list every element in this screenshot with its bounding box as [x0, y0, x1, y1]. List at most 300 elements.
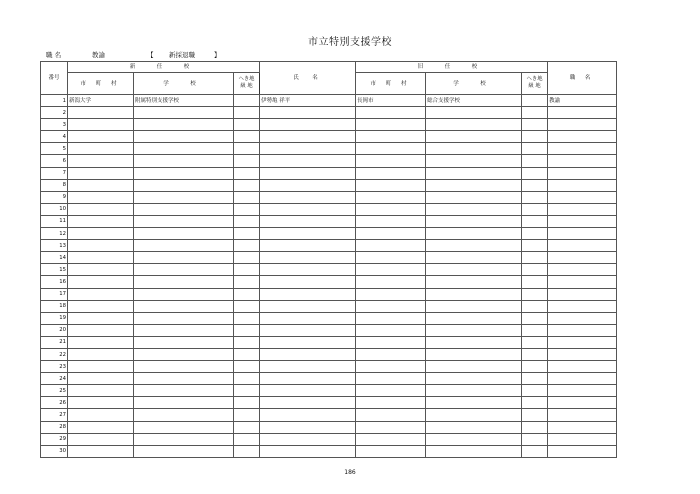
old-city-cell [356, 324, 426, 336]
new-city-cell: 新潟大学 [68, 95, 134, 107]
row-number-cell: 25 [41, 385, 68, 397]
new-city-cell [68, 143, 134, 155]
old-school-cell [426, 276, 522, 288]
old-remote-area-cell [522, 240, 548, 252]
row-number-cell: 30 [41, 445, 68, 457]
table-row [41, 421, 617, 433]
old-city-cell [356, 409, 426, 421]
new-school-cell [134, 312, 234, 324]
old-school-cell [426, 203, 522, 215]
row-number-cell: 13 [41, 240, 68, 252]
name-cell [260, 179, 356, 191]
name-cell [260, 131, 356, 143]
table-row [41, 119, 617, 131]
old-city-cell [356, 179, 426, 191]
header-row-groups [41, 62, 617, 73]
old-school-cell [426, 179, 522, 191]
table-row [41, 409, 617, 421]
job-title-cell [548, 179, 617, 191]
old-city-cell [356, 276, 426, 288]
old-remote-area-cell [522, 336, 548, 348]
new-school-cell [134, 361, 234, 373]
new-school-cell [134, 336, 234, 348]
old-remote-area-cell [522, 397, 548, 409]
name-cell [260, 167, 356, 179]
new-city-cell [68, 361, 134, 373]
new-remote-area-cell [234, 119, 260, 131]
new-school-cell [134, 373, 234, 385]
new-city-cell [68, 179, 134, 191]
row-number-cell: 27 [41, 409, 68, 421]
name-cell [260, 361, 356, 373]
table-row [41, 373, 617, 385]
name-cell [260, 288, 356, 300]
table-row [41, 288, 617, 300]
old-school-cell [426, 252, 522, 264]
row-number-cell: 23 [41, 361, 68, 373]
old-remote-area-cell [522, 203, 548, 215]
new-remote-area-cell [234, 276, 260, 288]
old-city-cell [356, 361, 426, 373]
old-school-cell [426, 119, 522, 131]
old-city-cell [356, 252, 426, 264]
old-city-cell [356, 397, 426, 409]
new-remote-area-cell [234, 421, 260, 433]
row-number-cell: 1 [41, 95, 68, 107]
document-title: 市立特別支援学校 [308, 37, 392, 48]
table-row [41, 312, 617, 324]
new-city-cell [68, 119, 134, 131]
old-city-cell [356, 385, 426, 397]
old-school-cell [426, 433, 522, 445]
job-title-cell [548, 228, 617, 240]
row-number-cell: 29 [41, 433, 68, 445]
old-city-cell [356, 228, 426, 240]
new-school-cell [134, 433, 234, 445]
old-remote-area-cell [522, 312, 548, 324]
row-number-cell: 21 [41, 336, 68, 348]
old-remote-area-cell [522, 433, 548, 445]
transfer-table [40, 61, 617, 458]
old-school-cell [426, 240, 522, 252]
table-row [41, 348, 617, 360]
new-remote-area-cell [234, 95, 260, 107]
new-school-cell [134, 191, 234, 203]
job-title-cell [548, 191, 617, 203]
old-school-cell [426, 167, 522, 179]
table-row [41, 203, 617, 215]
old-remote-area-cell [522, 361, 548, 373]
new-city-cell [68, 288, 134, 300]
new-school-cell [134, 107, 234, 119]
name-cell [260, 324, 356, 336]
row-number-cell: 8 [41, 179, 68, 191]
table-row [41, 385, 617, 397]
old-remote-area-cell [522, 300, 548, 312]
new-city-cell [68, 409, 134, 421]
new-remote-area-cell [234, 445, 260, 457]
name-cell [260, 385, 356, 397]
job-title-cell [548, 252, 617, 264]
job-title-cell [548, 107, 617, 119]
old-school-cell [426, 324, 522, 336]
old-school-cell [426, 215, 522, 227]
new-city-cell [68, 215, 134, 227]
new-city-cell [68, 324, 134, 336]
new-city-cell [68, 252, 134, 264]
job-title-cell [548, 385, 617, 397]
job-title-cell [548, 312, 617, 324]
old-school-cell [426, 312, 522, 324]
new-city-cell [68, 348, 134, 360]
header-new-remote-area: へき地 級 地 [234, 73, 260, 95]
new-school-cell [134, 409, 234, 421]
table-row [41, 191, 617, 203]
bracket-close: 】 [214, 51, 221, 59]
name-cell [260, 252, 356, 264]
header-new-city: 市 町 村 [68, 73, 134, 95]
job-title-cell [548, 373, 617, 385]
table-row [41, 324, 617, 336]
old-city-cell [356, 107, 426, 119]
table-row [41, 264, 617, 276]
header-job-title: 職 名 [548, 62, 617, 95]
new-remote-area-cell [234, 264, 260, 276]
new-school-cell [134, 264, 234, 276]
job-title-cell [548, 409, 617, 421]
new-remote-area-cell [234, 240, 260, 252]
old-city-cell: 長岡市 [356, 95, 426, 107]
old-remote-area-cell [522, 131, 548, 143]
old-city-cell [356, 421, 426, 433]
name-cell [260, 409, 356, 421]
category-label: 新採退職 [169, 51, 195, 59]
new-remote-area-cell [234, 336, 260, 348]
name-cell [260, 433, 356, 445]
new-remote-area-cell [234, 312, 260, 324]
new-city-cell [68, 276, 134, 288]
header-number: 番号 [41, 62, 68, 95]
row-number-cell: 7 [41, 167, 68, 179]
new-remote-area-cell [234, 191, 260, 203]
old-remote-area-cell [522, 107, 548, 119]
job-title-cell [548, 433, 617, 445]
row-number-cell: 20 [41, 324, 68, 336]
new-city-cell [68, 203, 134, 215]
job-title-cell [548, 397, 617, 409]
new-school-cell [134, 445, 234, 457]
new-school-cell [134, 276, 234, 288]
row-number-cell: 22 [41, 348, 68, 360]
new-remote-area-cell [234, 252, 260, 264]
page-number: 186 [344, 469, 356, 476]
job-title-cell [548, 336, 617, 348]
name-cell [260, 445, 356, 457]
old-city-cell [356, 373, 426, 385]
new-school-cell [134, 300, 234, 312]
old-city-cell [356, 143, 426, 155]
table-row [41, 336, 617, 348]
new-school-cell [134, 215, 234, 227]
new-city-cell [68, 155, 134, 167]
name-cell [260, 228, 356, 240]
old-remote-area-cell [522, 373, 548, 385]
new-remote-area-cell [234, 409, 260, 421]
new-remote-area-cell [234, 288, 260, 300]
new-city-cell [68, 397, 134, 409]
old-school-cell [426, 191, 522, 203]
row-number-cell: 4 [41, 131, 68, 143]
table-row [41, 300, 617, 312]
new-remote-area-cell [234, 167, 260, 179]
new-remote-area-cell [234, 300, 260, 312]
job-title-cell [548, 119, 617, 131]
header-old-school: 学 校 [426, 73, 522, 95]
row-number-cell: 26 [41, 397, 68, 409]
old-school-cell [426, 361, 522, 373]
new-remote-area-cell [234, 179, 260, 191]
name-cell [260, 107, 356, 119]
old-city-cell [356, 288, 426, 300]
bracket-open: 【 [147, 51, 154, 59]
job-title-cell [548, 361, 617, 373]
new-school-cell [134, 228, 234, 240]
job-title-cell [548, 215, 617, 227]
new-remote-area-cell [234, 203, 260, 215]
table-row [41, 361, 617, 373]
new-city-cell [68, 433, 134, 445]
name-cell [260, 240, 356, 252]
new-school-cell [134, 143, 234, 155]
new-city-cell [68, 373, 134, 385]
old-remote-area-cell [522, 421, 548, 433]
new-city-cell [68, 445, 134, 457]
row-number-cell: 16 [41, 276, 68, 288]
old-remote-area-cell [522, 95, 548, 107]
old-city-cell [356, 433, 426, 445]
new-remote-area-cell [234, 397, 260, 409]
old-remote-area-cell [522, 264, 548, 276]
name-cell [260, 373, 356, 385]
new-school-cell [134, 421, 234, 433]
row-number-cell: 5 [41, 143, 68, 155]
name-cell [260, 143, 356, 155]
new-remote-area-cell [234, 373, 260, 385]
old-city-cell [356, 264, 426, 276]
new-remote-area-cell [234, 361, 260, 373]
header-old-remote-area: へき地 級 地 [522, 73, 548, 95]
new-school-cell [134, 240, 234, 252]
new-remote-area-cell [234, 155, 260, 167]
new-school-cell [134, 179, 234, 191]
row-number-cell: 10 [41, 203, 68, 215]
row-number-cell: 9 [41, 191, 68, 203]
old-city-cell [356, 191, 426, 203]
new-school-cell [134, 167, 234, 179]
row-number-cell: 15 [41, 264, 68, 276]
job-title-cell [548, 155, 617, 167]
name-cell [260, 397, 356, 409]
table-row [41, 276, 617, 288]
new-city-cell [68, 107, 134, 119]
new-city-cell [68, 300, 134, 312]
new-school-cell [134, 131, 234, 143]
new-remote-area-cell [234, 107, 260, 119]
new-remote-area-cell [234, 348, 260, 360]
name-cell [260, 264, 356, 276]
old-school-cell [426, 107, 522, 119]
table-row [41, 107, 617, 119]
job-title-cell [548, 324, 617, 336]
row-number-cell: 3 [41, 119, 68, 131]
old-school-cell [426, 228, 522, 240]
old-remote-area-cell [522, 215, 548, 227]
table-row [41, 397, 617, 409]
name-cell [260, 312, 356, 324]
new-school-cell [134, 324, 234, 336]
old-city-cell [356, 155, 426, 167]
row-number-cell: 2 [41, 107, 68, 119]
old-school-cell [426, 143, 522, 155]
name-cell [260, 155, 356, 167]
job-title-cell [548, 276, 617, 288]
job-title-cell [548, 240, 617, 252]
name-cell [260, 203, 356, 215]
old-school-cell [426, 131, 522, 143]
job-title-cell [548, 264, 617, 276]
old-school-cell [426, 397, 522, 409]
old-school-cell [426, 409, 522, 421]
old-remote-area-cell [522, 348, 548, 360]
job-title-cell [548, 348, 617, 360]
old-city-cell [356, 240, 426, 252]
old-city-cell [356, 215, 426, 227]
old-school-cell: 総合支援学校 [426, 95, 522, 107]
new-remote-area-cell [234, 385, 260, 397]
table-row [41, 215, 617, 227]
table-row [41, 95, 617, 107]
old-remote-area-cell [522, 143, 548, 155]
new-city-cell [68, 336, 134, 348]
table-row [41, 155, 617, 167]
new-city-cell [68, 228, 134, 240]
job-title-cell: 教諭 [548, 95, 617, 107]
new-city-cell [68, 240, 134, 252]
old-city-cell [356, 300, 426, 312]
old-school-cell [426, 348, 522, 360]
job-title-cell [548, 131, 617, 143]
old-city-cell [356, 312, 426, 324]
new-school-cell [134, 397, 234, 409]
new-school-cell [134, 119, 234, 131]
new-remote-area-cell [234, 131, 260, 143]
name-cell [260, 276, 356, 288]
old-city-cell [356, 336, 426, 348]
new-school-cell [134, 288, 234, 300]
row-number-cell: 12 [41, 228, 68, 240]
old-school-cell [426, 445, 522, 457]
header-old-school-group: 旧 任 校 [356, 62, 548, 73]
old-remote-area-cell [522, 385, 548, 397]
new-remote-area-cell [234, 228, 260, 240]
old-city-cell [356, 348, 426, 360]
job-title-cell [548, 167, 617, 179]
new-school-cell: 附属特別支援学校 [134, 95, 234, 107]
old-city-cell [356, 167, 426, 179]
table-row [41, 131, 617, 143]
row-number-cell: 14 [41, 252, 68, 264]
new-remote-area-cell [234, 143, 260, 155]
new-city-cell [68, 264, 134, 276]
new-city-cell [68, 312, 134, 324]
table-row [41, 252, 617, 264]
table-row [41, 445, 617, 457]
new-city-cell [68, 421, 134, 433]
name-cell [260, 215, 356, 227]
old-remote-area-cell [522, 409, 548, 421]
old-school-cell [426, 373, 522, 385]
row-number-cell: 28 [41, 421, 68, 433]
table-row [41, 143, 617, 155]
job-title-cell [548, 445, 617, 457]
old-remote-area-cell [522, 324, 548, 336]
new-remote-area-cell [234, 215, 260, 227]
old-remote-area-cell [522, 445, 548, 457]
new-city-cell [68, 167, 134, 179]
position-value: 教諭 [92, 51, 105, 59]
name-cell [260, 191, 356, 203]
job-title-cell [548, 300, 617, 312]
old-school-cell [426, 300, 522, 312]
old-remote-area-cell [522, 288, 548, 300]
old-remote-area-cell [522, 191, 548, 203]
row-number-cell: 11 [41, 215, 68, 227]
old-school-cell [426, 288, 522, 300]
old-city-cell [356, 445, 426, 457]
job-title-cell [548, 203, 617, 215]
new-city-cell [68, 191, 134, 203]
header-old-city: 市 町 村 [356, 73, 426, 95]
name-cell [260, 348, 356, 360]
table-row [41, 228, 617, 240]
new-remote-area-cell [234, 433, 260, 445]
new-school-cell [134, 203, 234, 215]
new-school-cell [134, 155, 234, 167]
new-remote-area-cell [234, 324, 260, 336]
old-remote-area-cell [522, 155, 548, 167]
row-number-cell: 18 [41, 300, 68, 312]
old-school-cell [426, 336, 522, 348]
old-school-cell [426, 155, 522, 167]
position-label: 職 名 [46, 51, 62, 59]
new-city-cell [68, 131, 134, 143]
name-cell [260, 336, 356, 348]
old-remote-area-cell [522, 228, 548, 240]
name-cell [260, 421, 356, 433]
old-school-cell [426, 264, 522, 276]
row-number-cell: 19 [41, 312, 68, 324]
old-remote-area-cell [522, 179, 548, 191]
row-number-cell: 6 [41, 155, 68, 167]
new-school-cell [134, 385, 234, 397]
old-city-cell [356, 119, 426, 131]
job-title-cell [548, 143, 617, 155]
new-school-cell [134, 252, 234, 264]
table-row [41, 179, 617, 191]
row-number-cell: 17 [41, 288, 68, 300]
old-remote-area-cell [522, 119, 548, 131]
old-school-cell [426, 421, 522, 433]
